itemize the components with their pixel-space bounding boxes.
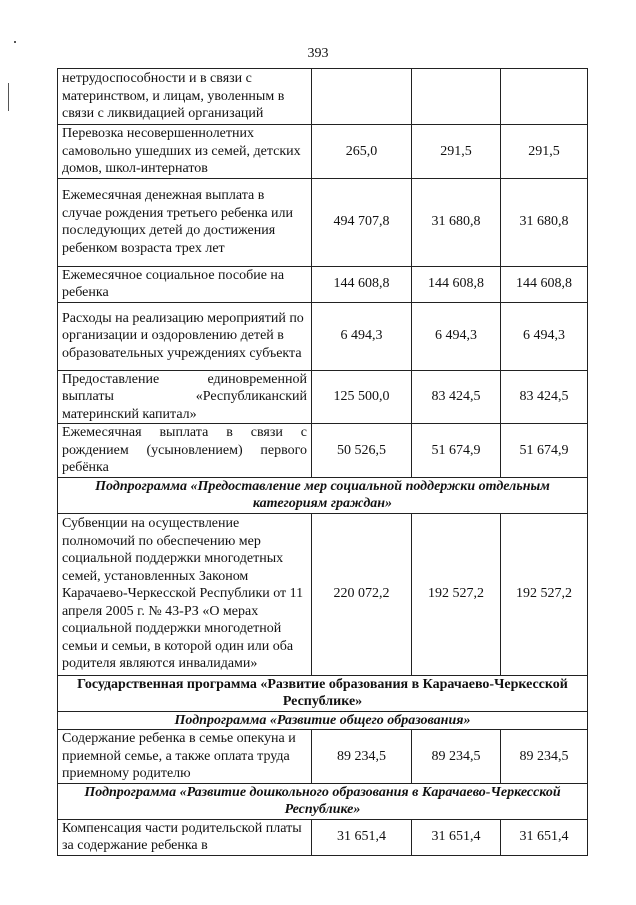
amount-cell: 31 651,4 [501,819,588,855]
amount-cell: 31 651,4 [312,819,412,855]
subprogram-title: Подпрограмма «Развитие дошкольного образования в Карачаево-Черкесской Республике» [58,783,588,819]
row-description: Субвенции на осуществление полномочий по обеспечению мер социальной поддержки многодетных семей, установленных Законом Карачаево-Черкесской Республики от 11 апреля 2005 г. № 43-РЗ «О мерах социальной поддержки многодетной семьи и семьи, в которой один или оба родителя являются инвалидами» [58,513,312,675]
amount-cell: 144 608,8 [501,266,588,302]
program-title: Государственная программа «Развитие образования в Карачаево-Черкесской Республике» [58,675,588,711]
page-number: 393 [307,46,329,61]
program-header-row [58,675,588,711]
amount-cell: 192 527,2 [501,513,588,675]
row-description: Компенсация части родительской платы за содержание ребенка в [58,819,312,855]
row-description: Содержание ребенка в семье опекуна и приемной семье, а также оплата труда приемному родителю [58,730,312,784]
row-description: Ежемесячная выплата в связи с рождением (усыновлением) первого ребёнка [58,424,312,478]
subprogram-title: Подпрограмма «Предоставление мер социальной поддержки отдельным категориям граждан» [58,477,588,513]
amount-cell: 6 494,3 [412,302,501,370]
table-row [58,69,588,125]
amount-cell: 6 494,3 [312,302,412,370]
amount-cell: 220 072,2 [312,513,412,675]
amount-cell: 89 234,5 [312,730,412,784]
amount-cell [412,69,501,125]
amount-cell: 6 494,3 [501,302,588,370]
row-description: Ежемесячное социальное пособие на ребенка [58,266,312,302]
table-row [58,370,588,424]
table-row [58,424,588,478]
table-row [58,819,588,855]
table-row [58,302,588,370]
amount-cell: 83 424,5 [412,370,501,424]
scan-artifact-mark [14,41,16,43]
amount-cell: 51 674,9 [412,424,501,478]
amount-cell [312,69,412,125]
amount-cell [501,69,588,125]
subprogram-header-row [58,711,588,730]
amount-cell: 89 234,5 [412,730,501,784]
subprogram-header-row [58,783,588,819]
table-row [58,125,588,179]
amount-cell: 31 651,4 [412,819,501,855]
amount-cell: 144 608,8 [412,266,501,302]
amount-cell: 83 424,5 [501,370,588,424]
row-description: Перевозка несовершеннолетних самовольно ушедших из семей, детских домов, школ-интернатов [58,125,312,179]
amount-cell: 192 527,2 [412,513,501,675]
row-description: Расходы на реализацию мероприятий по организации и оздоровлению детей в образовательных учреждениях субъекта [58,302,312,370]
amount-cell: 144 608,8 [312,266,412,302]
budget-table [57,68,588,856]
row-description: нетрудоспособности и в связи с материнством, и лицам, уволенным в связи с ликвидацией организаций [58,69,312,125]
amount-cell: 89 234,5 [501,730,588,784]
subprogram-header-row [58,477,588,513]
table-row [58,266,588,302]
row-description: Предоставление единовременной выплаты «Республиканский материнский капитал» [58,370,312,424]
amount-cell: 50 526,5 [312,424,412,478]
table-row [58,730,588,784]
subprogram-title: Подпрограмма «Развитие общего образования» [58,711,588,730]
row-description: Ежемесячная денежная выплата в случае рождения третьего ребенка или последующих детей до достижения ребенком возраста трех лет [58,178,312,266]
amount-cell: 265,0 [312,125,412,179]
amount-cell: 125 500,0 [312,370,412,424]
amount-cell: 291,5 [501,125,588,179]
amount-cell: 31 680,8 [501,178,588,266]
table-row [58,513,588,675]
amount-cell: 291,5 [412,125,501,179]
amount-cell: 494 707,8 [312,178,412,266]
table-row [58,178,588,266]
scan-artifact-mark [8,83,9,111]
amount-cell: 51 674,9 [501,424,588,478]
amount-cell: 31 680,8 [412,178,501,266]
